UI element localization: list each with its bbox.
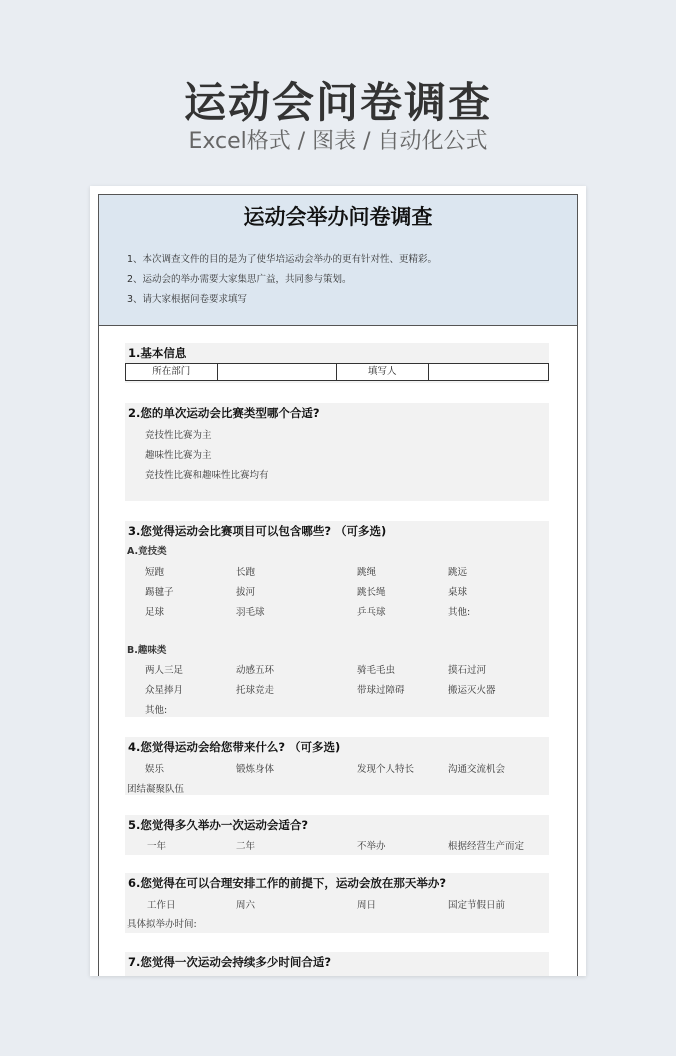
q3-option[interactable]: 动感五环 <box>236 665 275 676</box>
question-2-block <box>125 403 549 501</box>
q3-option[interactable]: 众星捧月 <box>145 685 184 696</box>
hero-title: 运动会问卷调查 <box>183 78 492 127</box>
category-a-label: A.竞技类 <box>127 546 167 557</box>
question-4-title: 4.您觉得运动会给您带来什么? （可多选) <box>128 740 341 754</box>
q4-option[interactable]: 发现个人特长 <box>357 764 415 775</box>
q3-option[interactable]: 足球 <box>145 607 165 618</box>
q3-option[interactable]: 两人三足 <box>145 665 184 676</box>
q5-option[interactable]: 二年 <box>236 841 256 852</box>
question-7-block <box>125 952 549 976</box>
question-3-title: 3.您觉得运动会比赛项目可以包含哪些? （可多选) <box>128 524 387 538</box>
filler-field[interactable] <box>429 364 548 380</box>
q5-option[interactable]: 不举办 <box>357 841 386 852</box>
category-b-label: B.趣味类 <box>127 645 167 656</box>
q4-option[interactable]: 娱乐 <box>145 764 165 775</box>
q6-option[interactable]: 周日 <box>357 900 377 911</box>
department-label: 所在部门 <box>126 364 218 380</box>
q3-option[interactable]: 跳绳 <box>357 567 377 578</box>
q2-option[interactable]: 趣味性比赛为主 <box>145 450 212 461</box>
intro-line-1: 1、本次调查文件的目的是为了使华培运动会举办的更有针对性、更精彩。 <box>127 254 438 265</box>
q3-option[interactable]: 搬运灭火器 <box>448 685 496 696</box>
q3-other[interactable]: 其他: <box>145 705 168 716</box>
q4-option[interactable]: 团结凝聚队伍 <box>127 784 185 795</box>
department-field[interactable] <box>218 364 337 380</box>
q3-option[interactable]: 拔河 <box>236 587 256 598</box>
intro-line-3: 3、请大家根据问卷要求填写 <box>127 294 248 305</box>
question-5-block <box>125 815 549 855</box>
q3-option[interactable]: 乒乓球 <box>357 607 386 618</box>
intro-line-2: 2、运动会的举办需要大家集思广益，共同参与策划。 <box>127 274 352 285</box>
document-frame <box>98 194 578 976</box>
q3-option[interactable]: 其他: <box>448 607 471 618</box>
filler-label: 填写人 <box>337 364 429 380</box>
question-2-title: 2.您的单次运动会比赛类型哪个合适? <box>128 406 320 420</box>
q5-option[interactable]: 一年 <box>147 841 167 852</box>
question-3-block <box>125 521 549 717</box>
basic-info-row <box>125 363 549 381</box>
q3-option[interactable]: 长跑 <box>236 567 256 578</box>
document-title: 运动会举办问卷调查 <box>243 205 433 229</box>
q3-option[interactable]: 带球过障碍 <box>357 685 405 696</box>
q3-option[interactable]: 短跑 <box>145 567 165 578</box>
q6-option[interactable]: 周六 <box>236 900 256 911</box>
document-header <box>99 195 577 326</box>
q2-option[interactable]: 竞技性比赛为主 <box>145 430 212 441</box>
question-1-block <box>125 343 549 383</box>
q6-date-field[interactable]: 具体拟举办时间: <box>127 919 197 930</box>
q4-option[interactable]: 锻炼身体 <box>236 764 275 775</box>
document-sheet <box>90 186 586 976</box>
question-6-block <box>125 873 549 933</box>
q6-option[interactable]: 国定节假日前 <box>448 900 506 911</box>
q3-option[interactable]: 骑毛毛虫 <box>357 665 396 676</box>
question-4-block <box>125 737 549 795</box>
q3-option[interactable]: 托球竞走 <box>236 685 275 696</box>
q3-option[interactable]: 跳远 <box>448 567 468 578</box>
q2-option[interactable]: 竞技性比赛和趣味性比赛均有 <box>145 470 269 481</box>
q6-option[interactable]: 工作日 <box>147 900 176 911</box>
q3-option[interactable]: 跳长绳 <box>357 587 386 598</box>
q3-option[interactable]: 桌球 <box>448 587 468 598</box>
question-7-title: 7.您觉得一次运动会持续多少时间合适? <box>128 955 332 969</box>
q3-option[interactable]: 摸石过河 <box>448 665 487 676</box>
q3-option[interactable]: 踢毽子 <box>145 587 174 598</box>
question-5-title: 5.您觉得多久举办一次运动会适合? <box>128 818 309 832</box>
q4-option[interactable]: 沟通交流机会 <box>448 764 506 775</box>
hero-subtitle: Excel格式 / 图表 / 自动化公式 <box>188 129 488 154</box>
q3-option[interactable]: 羽毛球 <box>236 607 265 618</box>
question-6-title: 6.您觉得在可以合理安排工作的前提下，运动会放在那天举办? <box>128 876 447 890</box>
question-1-title: 1.基本信息 <box>128 346 187 360</box>
q5-option[interactable]: 根据经营生产而定 <box>448 841 525 852</box>
